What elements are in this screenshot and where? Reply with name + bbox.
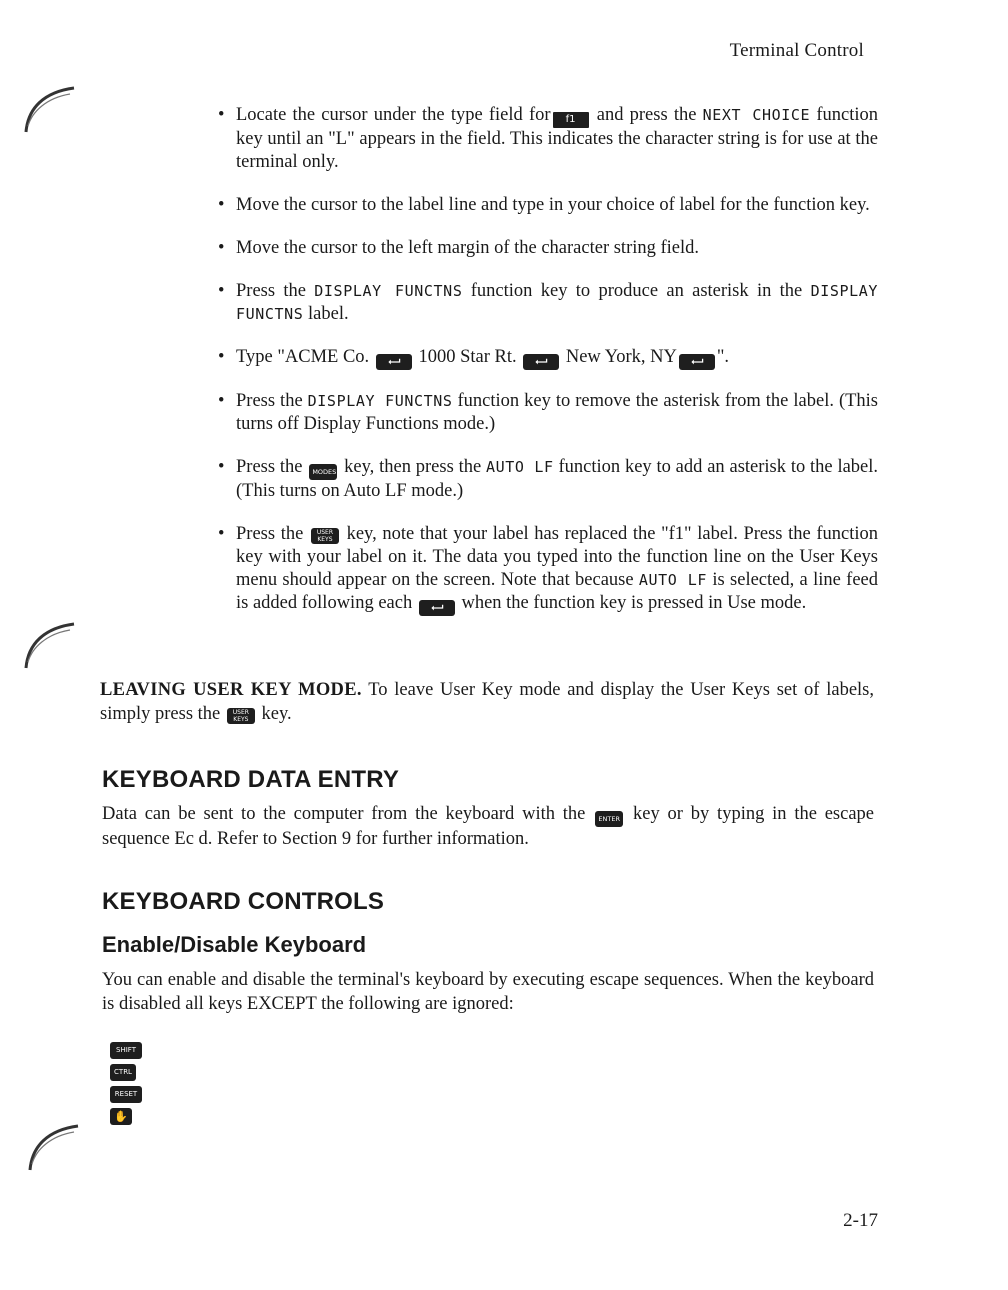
- step-type-address: [218, 346, 878, 370]
- binder-hole-mark: [22, 618, 80, 676]
- leaving-user-key-mode: [100, 678, 874, 726]
- softkey-label: DISPLAY FUNCTNS: [236, 282, 878, 323]
- procedure-steps: [218, 104, 878, 636]
- reset-key-icon: RESET: [110, 1086, 142, 1103]
- step-text: and press the: [596, 105, 697, 125]
- user-keys-key-icon: [227, 708, 255, 724]
- step-move-label: • Move the cursor to the label line and type in your choice of label for the function key.: [218, 194, 878, 217]
- paragraph-text: To leave User Key mode and display the User Keys set of labels, simply press the: [100, 680, 874, 724]
- softkey-label: AUTO LF: [486, 458, 554, 476]
- step-text: Press the: [236, 457, 303, 477]
- return-key-icon: [376, 354, 412, 370]
- step-text: Press the: [236, 391, 303, 411]
- page-number: 2-17: [843, 1210, 878, 1231]
- keyboard-data-entry-paragraph: [102, 802, 874, 851]
- stop-hand-key-icon: ✋: [110, 1108, 132, 1125]
- allowed-keys-list: [110, 1042, 150, 1130]
- enter-key-icon: ENTER: [595, 811, 623, 827]
- step-text: ".: [716, 347, 730, 367]
- return-key-icon: [419, 600, 455, 616]
- softkey-label: DISPLAY FUNCTNS: [307, 392, 453, 410]
- step-text: Press the: [236, 524, 304, 544]
- step-text: 1000 Star Rt.: [418, 347, 517, 367]
- key-cap-line: USER: [316, 529, 334, 536]
- user-keys-key-icon: [311, 528, 339, 544]
- paragraph-text: Data can be sent to the computer from the keyboard with the: [102, 804, 586, 824]
- step-text: key, then press the: [344, 457, 482, 477]
- step-text: is selected, a line feed is added following each: [236, 570, 878, 613]
- key-cap-line: KEYS: [317, 536, 333, 543]
- return-key-icon: [523, 354, 559, 370]
- run-in-heading: LEAVING USER KEY MODE.: [100, 680, 362, 700]
- step-display-functns-off: [218, 390, 878, 436]
- enable-disable-paragraph: You can enable and disable the terminal's keyboard by executing escape sequences. When the keyboard is disabled all keys EXCEPT the following are ignored:: [102, 970, 874, 1014]
- key-cap-line: KEYS: [233, 716, 249, 723]
- step-user-keys: [218, 523, 878, 616]
- step-text: Press the: [236, 281, 306, 301]
- step-display-functns-on: [218, 280, 878, 326]
- binder-hole-mark: [26, 1120, 84, 1178]
- subheading-enable-disable-keyboard: Enable/Disable Keyboard: [102, 932, 367, 957]
- softkey-label: AUTO LF: [638, 571, 708, 589]
- binder-hole-mark: [22, 82, 80, 140]
- ctrl-key-icon: CTRL: [110, 1064, 136, 1081]
- step-text: New York, NY: [565, 347, 677, 367]
- softkey-label: NEXT CHOICE: [702, 106, 811, 124]
- step-text: label.: [308, 304, 349, 324]
- modes-key-icon: MODES: [309, 464, 337, 480]
- step-text: Type "ACME Co.: [236, 347, 370, 367]
- step-text: function key to remove the asterisk from the label. (This turns off Display Functions mode.): [236, 391, 879, 434]
- step-auto-lf: [218, 456, 878, 503]
- shift-key-icon: SHIFT: [110, 1042, 142, 1059]
- step-text: function key to produce an asterisk in the: [470, 281, 803, 301]
- step-text: Locate the cursor under the type field for: [236, 105, 551, 125]
- step-text: when the function key is pressed in Use mode.: [461, 593, 807, 613]
- f1-key-icon: f1: [553, 112, 589, 128]
- step-move-margin: • Move the cursor to the left margin of the character string field.: [218, 237, 878, 260]
- step-text: function key until an "L" appears in the field. This indicates the character string is for use at the terminal only.: [236, 105, 879, 172]
- softkey-label: DISPLAY FUNCTNS: [314, 282, 463, 300]
- paragraph-text: key or by typing in the escape sequence Ec d. Refer to Section 9 for further information.: [102, 804, 875, 849]
- section-heading-keyboard-data-entry: KEYBOARD DATA ENTRY: [102, 766, 400, 793]
- paragraph-text: key.: [261, 704, 292, 724]
- key-cap-line: USER: [232, 709, 249, 716]
- step-locate-cursor: [218, 104, 878, 174]
- step-text: key, note that your label has replaced the "f1" label. Press the function key with your label on it. The data you typed into the function line on the User Keys menu should appear on the screen. Note that because: [236, 524, 879, 590]
- return-key-icon: [679, 354, 715, 370]
- section-heading-keyboard-controls: KEYBOARD CONTROLS: [102, 888, 385, 915]
- running-head: Terminal Control: [729, 40, 864, 61]
- step-text: function key to add an asterisk to the label. (This turns on Auto LF mode.): [236, 457, 879, 501]
